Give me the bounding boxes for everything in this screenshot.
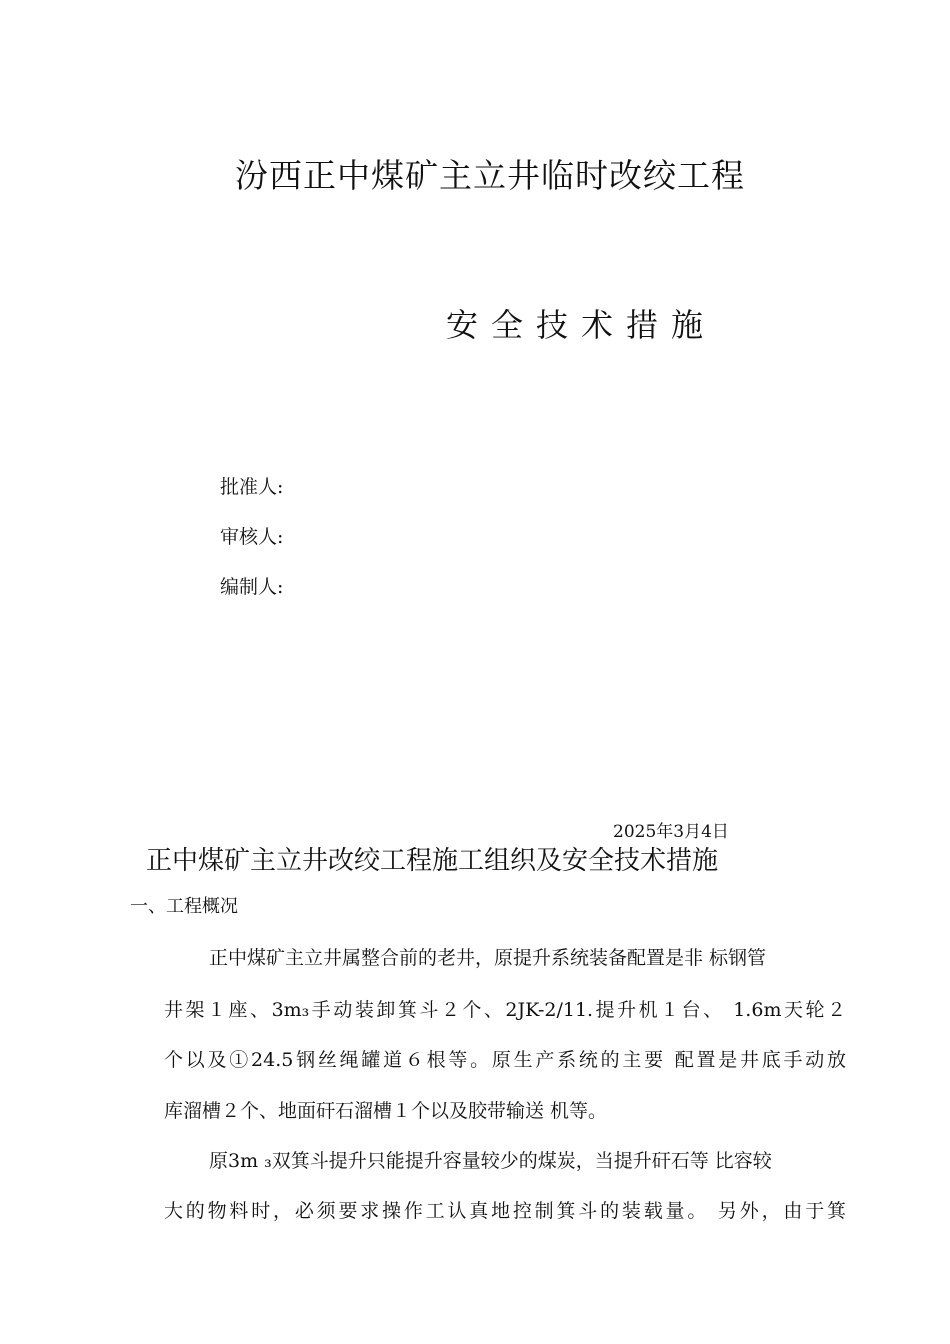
paragraph-line: 原3m ₃双箕斗提升只能提升容量较少的煤炭，当提升矸石等 比容较 [209,1150,772,1172]
paragraph-line: 大的物料时，必须要求操作工认真地控制箕斗的装载量。 另外，由于箕 [164,1200,846,1222]
cover-title: 汾西正中煤矿主立井临时改绞工程 [235,156,745,195]
paragraph-line: 井架１座、3m₃手动装卸箕斗２个、2JK-2/11.提升机１台、 1.6m天轮２ [164,999,846,1021]
approver-label: 批准人: [220,476,284,498]
section-heading: 一、工程概况 [130,896,238,917]
paragraph-line: 个以及①24.5钢丝绳罐道６根等。原生产系统的主要 配置是井底手动放 [164,1049,846,1071]
cover-subtitle: 安全技术措施 [446,306,717,344]
paragraph-line: 库溜槽２个、地面矸石溜槽１个以及胶带输送 机等。 [164,1100,608,1122]
cover-date: 2025年3月4日 [613,822,729,842]
reviewer-label: 审核人: [220,526,284,548]
document-title: 正中煤矿主立井改绞工程施工组织及安全技术措施 [146,846,719,876]
compiler-label: 编制人: [220,576,284,598]
paragraph-line: 正中煤矿主立井属整合前的老井，原提升系统装备配置是非 标钢管 [209,947,767,969]
